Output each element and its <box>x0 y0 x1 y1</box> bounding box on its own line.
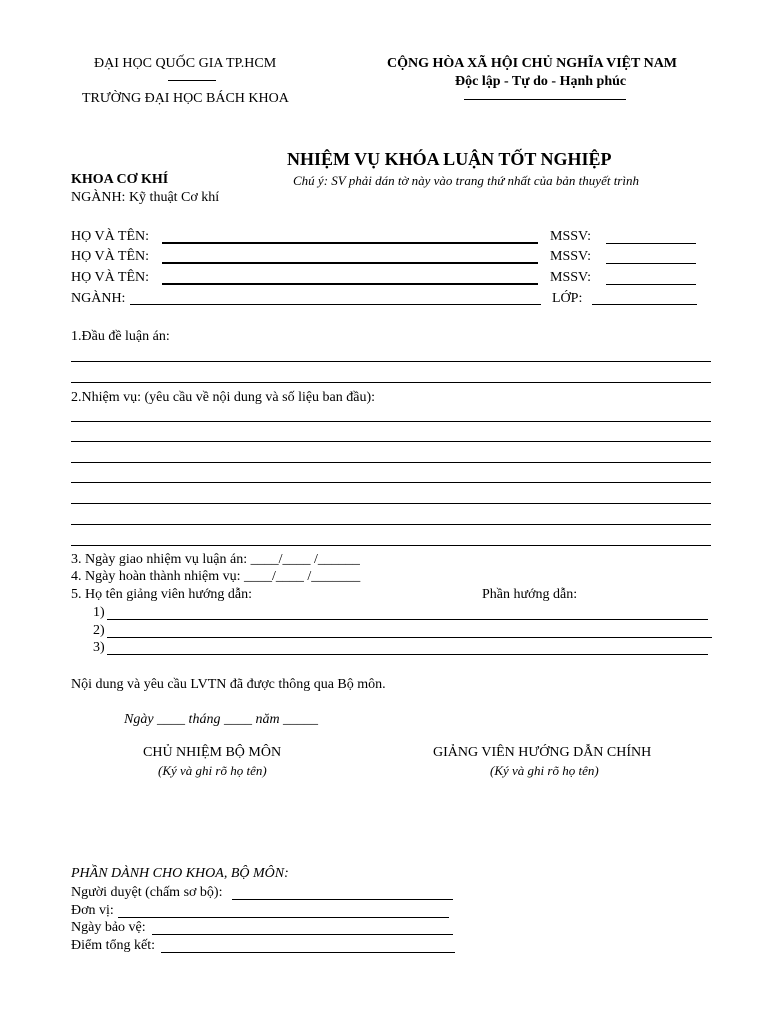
student1-id-label: MSSV: <box>550 229 591 244</box>
reviewer-label: Người duyệt (chấm sơ bộ): <box>71 885 223 900</box>
unit-field[interactable] <box>118 917 449 918</box>
student-major-field[interactable] <box>130 304 541 305</box>
defense-date-field[interactable] <box>152 934 453 935</box>
advisor-2-field[interactable] <box>107 637 712 638</box>
assign-date: 3. Ngày giao nhiệm vụ luận án: ____/____ /______ <box>71 552 360 567</box>
department-head-signature-note: (Ký và ghi rõ họ tên) <box>158 763 267 778</box>
tasks-line[interactable] <box>71 421 711 422</box>
department-head-title: CHỦ NHIỆM BỘ MÔN <box>143 745 282 760</box>
student3-id-field[interactable] <box>606 284 696 285</box>
topic-line[interactable] <box>71 361 711 362</box>
office-heading: PHẦN DÀNH CHO KHOA, BỘ MÔN: <box>71 866 289 881</box>
major-line: NGÀNH: Kỹ thuật Cơ khí <box>71 190 220 205</box>
note-text: Chú ý: SV phải dán tờ này vào trang thứ nhất của bản thuyết trình <box>293 173 639 188</box>
defense-date-label: Ngày bảo vệ: <box>71 920 146 935</box>
tasks-line[interactable] <box>71 482 711 483</box>
school-name: TRƯỜNG ĐẠI HỌC BÁCH KHOA <box>82 91 289 106</box>
student1-name-field[interactable] <box>162 242 538 244</box>
reviewer-field[interactable] <box>232 899 453 900</box>
tasks-line[interactable] <box>71 441 711 442</box>
guidance-part-label: Phần hướng dẫn: <box>482 587 578 602</box>
tasks-line[interactable] <box>71 462 711 463</box>
advisor-2-label: 2) <box>93 623 105 638</box>
student1-id-field[interactable] <box>606 243 696 244</box>
topic-line[interactable] <box>71 382 711 383</box>
faculty-name: KHOA CƠ KHÍ <box>71 172 169 187</box>
main-advisor-signature-note: (Ký và ghi rõ họ tên) <box>490 763 599 778</box>
student1-name-label: HỌ VÀ TÊN: <box>71 229 150 244</box>
country-name: CỘNG HÒA XÃ HỘI CHỦ NGHĨA VIỆT NAM <box>387 56 678 71</box>
advisor-label: 5. Họ tên giảng viên hướng dẫn: <box>71 587 253 602</box>
advisor-3-field[interactable] <box>107 654 708 655</box>
header-right-divider <box>464 99 626 100</box>
final-score-label: Điểm tổng kết: <box>71 938 155 953</box>
student3-id-label: MSSV: <box>550 270 591 285</box>
final-score-field[interactable] <box>161 952 455 953</box>
student-class-label: LỚP: <box>552 291 583 306</box>
approval-statement: Nội dung và yêu cầu LVTN đã được thông qua Bộ môn. <box>71 677 386 692</box>
student2-name-label: HỌ VÀ TÊN: <box>71 249 150 264</box>
complete-date: 4. Ngày hoàn thành nhiệm vụ: ____/____ /_______ <box>71 569 361 584</box>
country-motto: Độc lập - Tự do - Hạnh phúc <box>455 74 627 89</box>
advisor-1-field[interactable] <box>107 619 708 620</box>
student-class-field[interactable] <box>592 304 697 305</box>
student-major-label: NGÀNH: <box>71 291 126 306</box>
unit-label: Đơn vị: <box>71 903 114 918</box>
university-name: ĐẠI HỌC QUỐC GIA TP.HCM <box>94 56 277 71</box>
student3-name-label: HỌ VÀ TÊN: <box>71 270 150 285</box>
advisor-1-label: 1) <box>93 605 105 620</box>
advisor-3-label: 3) <box>93 640 105 655</box>
tasks-line[interactable] <box>71 524 711 525</box>
student3-name-field[interactable] <box>162 283 538 285</box>
student2-id-label: MSSV: <box>550 249 591 264</box>
topic-label: 1.Đầu đề luận án: <box>71 329 170 344</box>
student2-id-field[interactable] <box>606 263 696 264</box>
approval-date: Ngày ____ tháng ____ năm _____ <box>124 712 319 727</box>
tasks-label: 2.Nhiệm vụ: (yêu cầu về nội dung và số liệu ban đầu): <box>71 390 376 405</box>
page-title: NHIỆM VỤ KHÓA LUẬN TỐT NGHIỆP <box>287 149 612 169</box>
tasks-line[interactable] <box>71 545 711 546</box>
student2-name-field[interactable] <box>162 262 538 264</box>
tasks-line[interactable] <box>71 503 711 504</box>
main-advisor-title: GIẢNG VIÊN HƯỚNG DẪN CHÍNH <box>433 745 652 760</box>
header-left-divider <box>168 80 216 81</box>
